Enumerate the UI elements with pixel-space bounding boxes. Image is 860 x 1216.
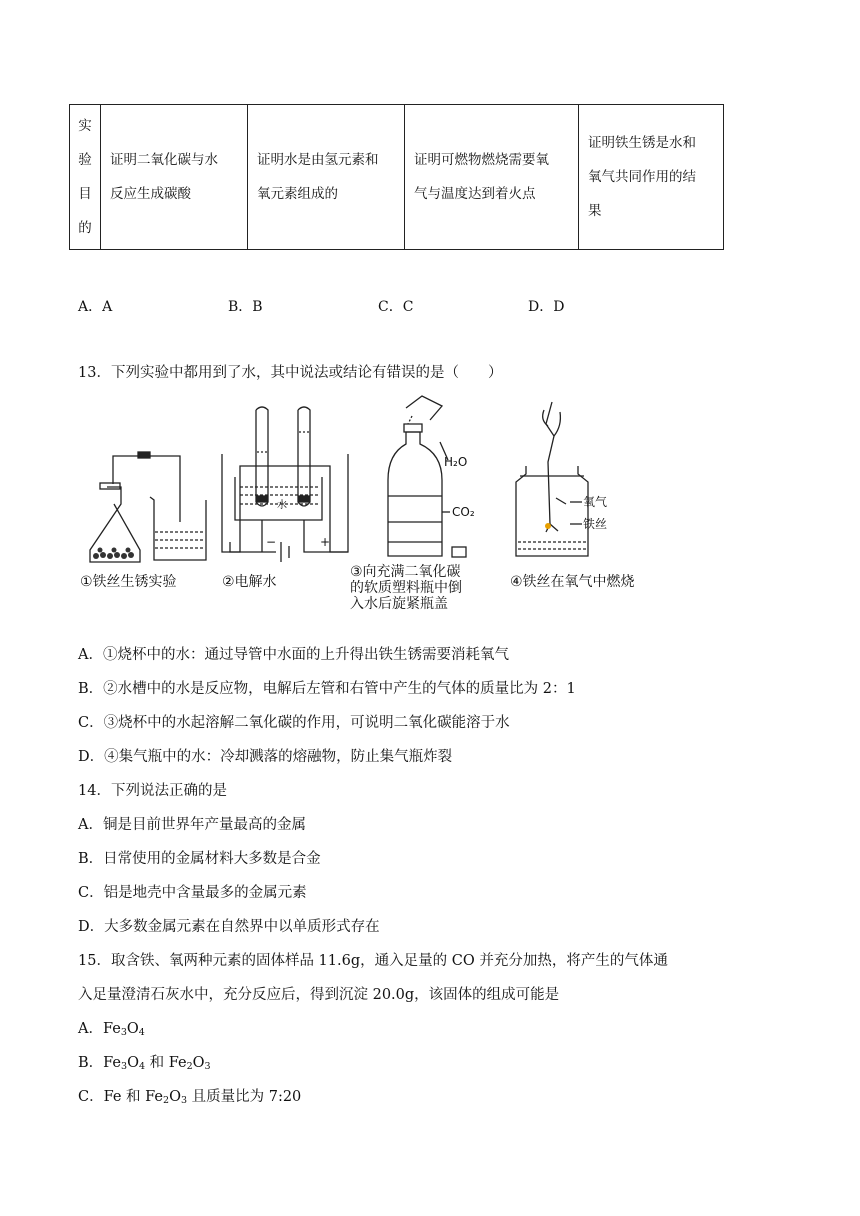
q15-stem-line1: 15．取含铁、氧两种元素的固体样品 11.6g，通入足量的 CO 并充分加热，将产生的气体通: [78, 953, 668, 969]
q14-stem: 14．下列说法正确的是: [78, 783, 227, 799]
option-d[interactable]: D．D: [528, 299, 565, 315]
bottle-icon: [388, 396, 466, 557]
q13-option-c[interactable]: C．③烧杯中的水起溶解二氧化碳的作用，可说明二氧化碳能溶于水: [78, 715, 510, 731]
q13-option-d[interactable]: D．④集气瓶中的水：冷却溅落的熔融物，防止集气瓶炸裂: [78, 749, 453, 765]
q13-figure: [70, 392, 670, 612]
option-a[interactable]: A．A: [78, 299, 113, 315]
text: O: [169, 1089, 181, 1105]
caption-1: ①铁丝生锈实验: [80, 574, 177, 590]
q15-option-a[interactable]: [78, 1017, 145, 1038]
beaker-icon: [150, 497, 206, 560]
cell-line: 证明二氧化碳与水: [110, 152, 218, 168]
label-iron-wire: 铁丝: [583, 517, 608, 531]
cell-line: 氧气共同作用的结: [588, 169, 696, 185]
caption-4: ④铁丝在氧气中燃烧: [510, 574, 635, 590]
cell-line: 果: [588, 203, 602, 219]
caption-3c: 入水后旋紧瓶盖: [350, 596, 448, 612]
subscript: 3: [121, 1061, 128, 1072]
table-cell-a: [101, 105, 248, 250]
table-cell-b: [248, 105, 405, 250]
q14-option-d[interactable]: D．大多数金属元素在自然界中以单质形式存在: [78, 919, 380, 935]
caption-2: ②电解水: [222, 574, 277, 590]
experiment-purpose-table: [69, 104, 724, 250]
experiment-diagram: [70, 392, 670, 612]
caption-3b: 的软质塑料瓶中倒: [350, 580, 462, 596]
table-cell-c: [405, 105, 579, 250]
option-b[interactable]: B．B: [228, 299, 263, 315]
text: 和 Fe: [145, 1055, 187, 1071]
cell-line: 证明可燃物燃烧需要氧: [414, 152, 549, 168]
text: O: [126, 1021, 139, 1037]
label-water: 水: [277, 500, 287, 511]
q14-option-a[interactable]: A．铜是目前世界年产量最高的金属: [78, 817, 306, 833]
header-char: 目: [78, 186, 92, 202]
pebbles-icon: [93, 548, 134, 560]
option-c[interactable]: C．C: [378, 299, 414, 315]
table-row: [70, 105, 724, 250]
text: C．Fe 和 Fe: [78, 1089, 164, 1105]
text: A．Fe: [78, 1021, 121, 1037]
label-co2: CO₂: [452, 505, 475, 519]
header-char: 的: [78, 220, 92, 236]
cell-line: 氧元素组成的: [257, 186, 338, 202]
q13-option-a[interactable]: A．①烧杯中的水：通过导管中水面的上升得出铁生锈需要消耗氧气: [78, 647, 509, 663]
spark-icon: [545, 523, 551, 529]
cell-line: 证明铁生锈是水和: [588, 135, 696, 151]
label-oxygen: 氧气: [583, 495, 608, 509]
text: B．Fe: [78, 1055, 122, 1071]
label-minus: −: [266, 535, 277, 549]
q14-option-b[interactable]: B．日常使用的金属材料大多数是合金: [78, 851, 321, 867]
cell-line: 气与温度达到着火点: [414, 186, 536, 202]
text: O: [127, 1055, 139, 1071]
cell-line: 反应生成碳酸: [110, 186, 191, 202]
subscript: 3: [180, 1095, 187, 1106]
q15-stem-line2: 入足量澄清石灰水中，充分反应后，得到沉淀 20.0g，该固体的组成可能是: [78, 987, 560, 1003]
header-char: 验: [78, 152, 92, 168]
label-h2o: H₂O: [444, 455, 468, 469]
header-char: 实: [78, 118, 92, 134]
text: O: [192, 1055, 205, 1071]
q13-stem: 13．下列实验中都用到了水，其中说法或结论有错误的是（ ）: [78, 365, 503, 381]
jar-icon: [516, 402, 588, 556]
subscript: 2: [186, 1061, 193, 1072]
subscript: 4: [138, 1027, 145, 1038]
q15-option-b[interactable]: [78, 1051, 211, 1072]
label-plus: +: [320, 535, 331, 549]
subscript: 4: [138, 1061, 145, 1072]
subscript: 2: [163, 1095, 170, 1106]
table-cell-d: [579, 105, 724, 250]
text: 且质量比为 7:20: [187, 1089, 302, 1105]
flask-icon: [90, 452, 180, 562]
cell-line: 证明水是由氢元素和: [257, 152, 379, 168]
table-header-cell: [70, 105, 101, 250]
caption-3a: ③向充满二氧化碳: [350, 564, 461, 580]
q13-option-b[interactable]: B．②水槽中的水是反应物，电解后左管和右管中产生的气体的质量比为 2：1: [78, 681, 576, 697]
subscript: 3: [120, 1027, 127, 1038]
subscript: 3: [204, 1061, 211, 1072]
q14-option-c[interactable]: C．铝是地壳中含量最多的金属元素: [78, 885, 307, 901]
q15-option-c[interactable]: [78, 1085, 301, 1106]
